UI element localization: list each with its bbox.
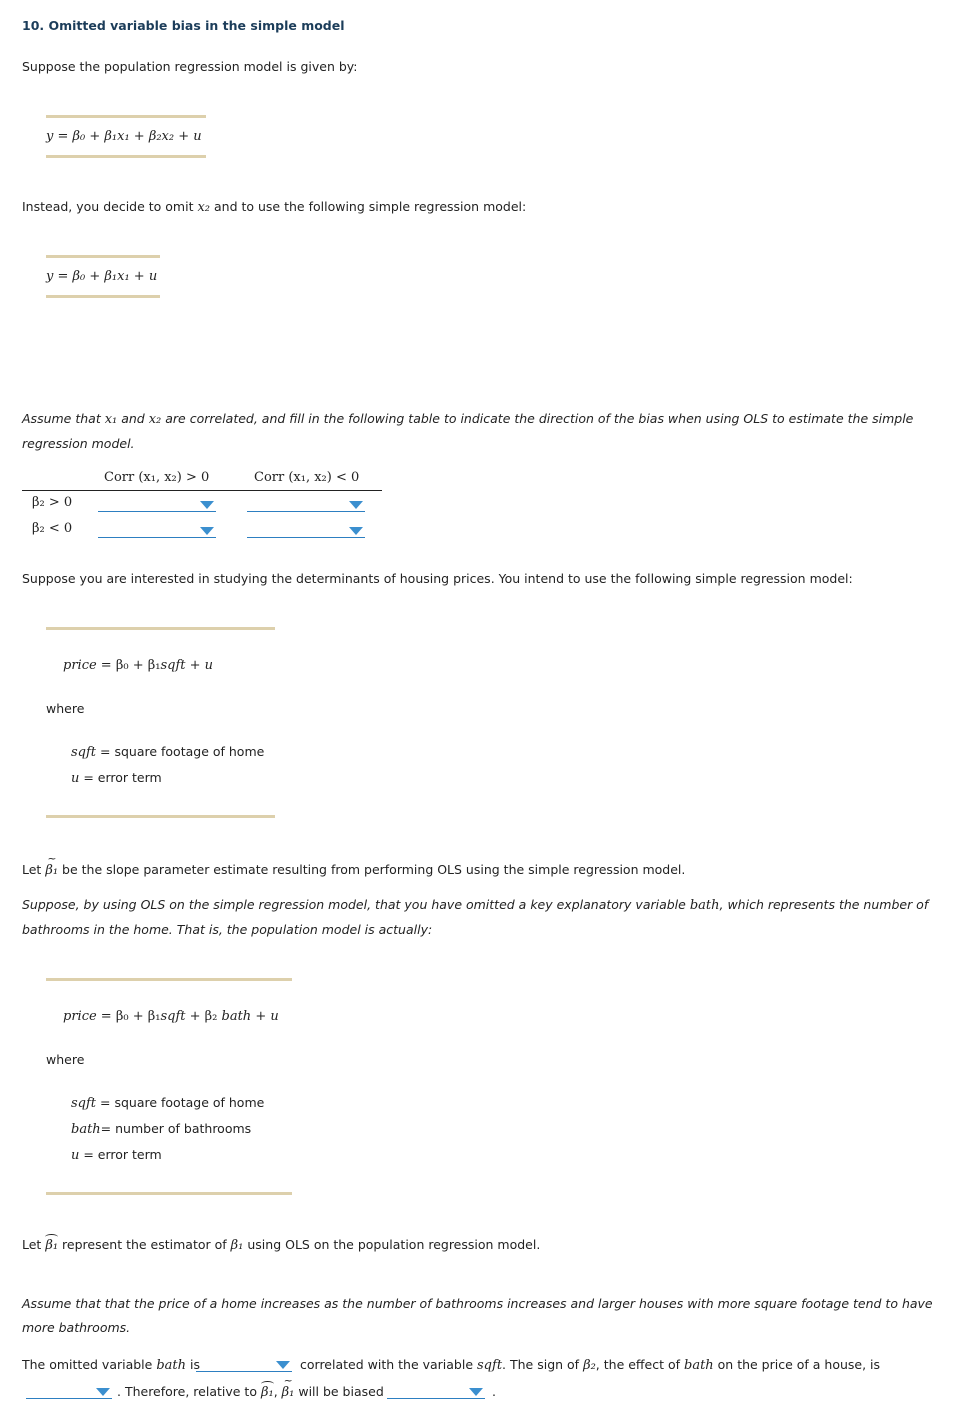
population-rule-top: [46, 978, 292, 981]
chevron-down-icon: [469, 1388, 483, 1396]
definition-sqft-2: sqft = square footage of home: [71, 1095, 265, 1111]
beta2-sign-dropdown[interactable]: [26, 1384, 112, 1399]
omitted-bath-text: Suppose, by using OLS on the simple regression model, that you have omitted a key explanatory variable bath, which represents the number of bathrooms in the home. That is, the population model is actually:: [22, 897, 929, 937]
omit-text: Instead, you decide to omit x₂ and to use the following simple regression model:: [22, 199, 527, 215]
chevron-down-icon: [96, 1388, 110, 1396]
assume-correlated-text: Assume that x₁ and x₂ are correlated, and fill in the following table to indicate the direction of the bias when using OLS to estimate the simple regression model.: [22, 411, 914, 451]
population-model-equation: y = β₀ + β₁x₁ + β₂x₂ + u: [46, 129, 202, 144]
table-header-divider: [22, 490, 382, 491]
table-header-positive: Corr (x₁, x₂) > 0: [104, 470, 210, 485]
housing-simple-equation: price = β₀ + β₁sqft + u: [63, 658, 214, 673]
definition-bath: bath= number of bathrooms: [71, 1121, 252, 1137]
housing-intro: Suppose you are interested in studying the determinants of housing prices. You intend to use the following simple regression model:: [22, 571, 853, 586]
definition-u: u = error term: [71, 770, 162, 786]
bias-dropdown-neg-pos[interactable]: [98, 523, 216, 538]
table-row-beta2-positive: β₂ > 0: [32, 495, 73, 510]
housing-rule-top: [46, 627, 275, 630]
definition-sqft: sqft = square footage of home: [71, 744, 265, 760]
simple-rule-top: [46, 255, 160, 258]
correlation-sign-dropdown[interactable]: [196, 1357, 292, 1372]
final-line-1-end: correlated with the variable sqft. The sign of β₂, the effect of bath on the price of a house, is: [300, 1357, 881, 1373]
equation-rule-bottom: [46, 155, 206, 158]
let-beta-tilde-text: Let ~ β₁ be the slope parameter estimate resulting from performing OLS using the simple regression model.: [22, 862, 685, 878]
simple-model-equation: y = β₀ + β₁x₁ + u: [46, 269, 158, 284]
table-row-beta2-negative: β₂ < 0: [32, 521, 73, 536]
assume-price-text: Assume that that the price of a home increases as the number of bathrooms increases and larger houses with more square footage tend to have more bathrooms.: [22, 1296, 933, 1335]
population-rule-bottom: [46, 1192, 292, 1195]
bias-dropdown-neg-neg[interactable]: [247, 523, 365, 538]
chevron-down-icon: [200, 501, 214, 509]
final-line-1-start: The omitted variable bath is: [22, 1357, 200, 1373]
chevron-down-icon: [349, 527, 363, 535]
definition-u-2: u = error term: [71, 1147, 162, 1163]
final-period: .: [492, 1384, 496, 1399]
equation-rule-top: [46, 115, 206, 118]
bias-dropdown-pos-pos[interactable]: [98, 497, 216, 512]
housing-rule-bottom: [46, 815, 275, 818]
simple-rule-bottom: [46, 295, 160, 298]
chevron-down-icon: [200, 527, 214, 535]
housing-population-equation: price = β₀ + β₁sqft + β₂ bath + u: [63, 1009, 279, 1024]
table-header-negative: Corr (x₁, x₂) < 0: [254, 470, 360, 485]
where-label: where: [46, 701, 85, 716]
chevron-down-icon: [349, 501, 363, 509]
final-line-2: . Therefore, relative to β₁, ~ β₁ will be biased: [117, 1384, 384, 1400]
intro-text: Suppose the population regression model is given by:: [22, 59, 358, 74]
let-beta-hat-text: Let β₁ represent the estimator of β₁ using OLS on the population regression model.: [22, 1237, 541, 1253]
where-label-2: where: [46, 1052, 85, 1067]
chevron-down-icon: [276, 1361, 290, 1369]
bias-direction-dropdown[interactable]: [387, 1384, 485, 1399]
question-title: 10. Omitted variable bias in the simple model: [22, 18, 345, 33]
bias-dropdown-pos-neg[interactable]: [247, 497, 365, 512]
